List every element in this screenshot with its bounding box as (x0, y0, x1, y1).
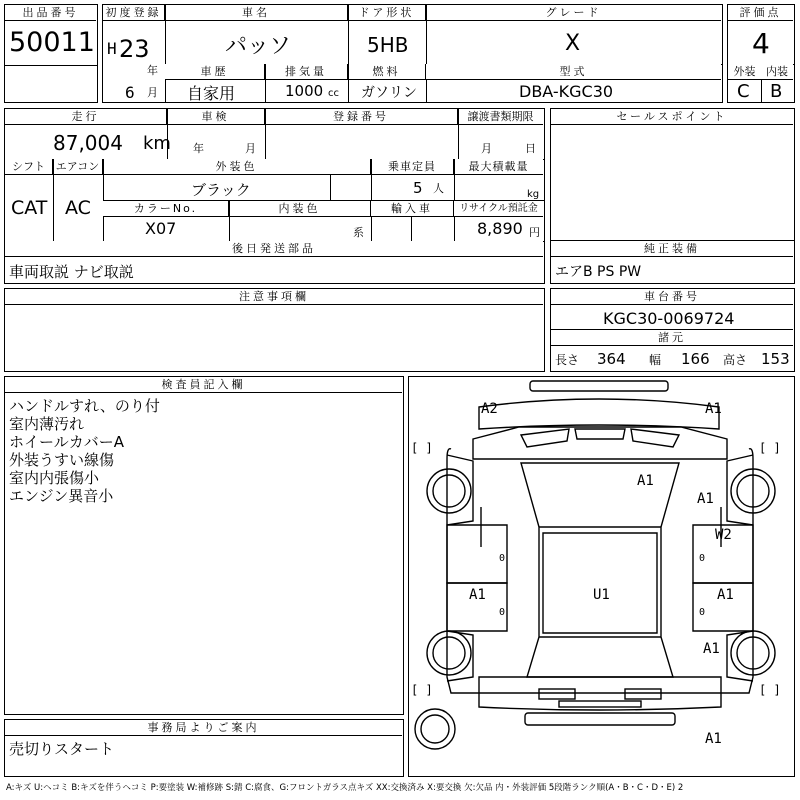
genuine-value: エアB PS PW (555, 264, 642, 280)
score-value: 4 (752, 27, 770, 60)
door-value: 5HB (367, 33, 409, 57)
bracket-left-rear: [ ] (411, 683, 433, 697)
import-label: 輸入車 (371, 201, 454, 217)
sales-point-box (550, 108, 795, 241)
score-label: 評価点 (728, 5, 793, 21)
month-unit: 月 (147, 86, 160, 99)
transfer-month-unit: 月 (481, 142, 494, 155)
year-value: 23 (119, 35, 150, 63)
ext-color-label: 外装色 (103, 159, 371, 175)
genuine-box (550, 240, 795, 284)
mark-zero-left-1: 0 (499, 553, 506, 564)
aircon-value: AC (65, 197, 91, 219)
inspector-label: 検査員記入欄 (5, 377, 402, 393)
mark-zero-left-2: 0 (499, 607, 506, 618)
inspector-note: 外装うすい線傷 (9, 451, 115, 469)
cc-unit: cc (328, 88, 339, 99)
dimensions-label: 諸元 (551, 329, 793, 346)
genuine-label: 純正装備 (551, 241, 793, 257)
inspector-note: エンジン異音小 (9, 487, 114, 505)
score-box (727, 4, 795, 103)
len-value: 364 (597, 350, 626, 368)
inspector-note: ハンドルすれ、のり付 (9, 397, 160, 415)
max-load-label: 最大積載量 (454, 159, 543, 175)
vehicle-detail-box (4, 108, 545, 284)
mark-zero-right-2: 0 (699, 607, 706, 618)
after-parts-value: 車両取説 ナビ取説 (9, 263, 134, 281)
inspector-note: ホイールカバーA (9, 433, 124, 451)
exterior-label: 外装 (728, 64, 761, 80)
mark-a1-right-door: A1 (717, 587, 734, 603)
shift-value: CAT (11, 197, 48, 219)
history-label: 車歴 (165, 64, 265, 80)
main-info-box (102, 4, 723, 103)
lot-number-value: 50011 (9, 27, 95, 58)
mileage-value: 87,004 (53, 131, 123, 155)
shift-label: シフト (5, 159, 53, 175)
office-box (4, 719, 404, 777)
recycle-value: 8,890 (477, 219, 523, 238)
kg-unit: kg (527, 189, 540, 200)
month-value: 6 (125, 83, 135, 102)
transfer-day-unit: 日 (525, 142, 538, 155)
model-code-label: 型式 (426, 64, 721, 80)
bracket-left-front: [ ] (411, 441, 433, 455)
transfer-label: 譲渡書類期限 (458, 109, 543, 125)
car-diagram-svg (409, 377, 793, 775)
reg-no-label: 登録番号 (265, 109, 458, 125)
inspector-box (4, 376, 404, 715)
interior-label: 内装 (761, 64, 793, 80)
ext-color-value: ブラック (191, 181, 251, 199)
model-code-value: DBA-KGC30 (519, 82, 614, 101)
sales-point-label: セールスポイント (551, 109, 793, 125)
displacement-value: 1000 (285, 82, 324, 100)
height-value: 153 (761, 350, 790, 368)
fuel-value: ガソリン (361, 85, 417, 101)
caution-label: 注意事項欄 (5, 289, 543, 305)
capacity-label: 乗車定員 (371, 159, 454, 175)
lot-number-box (4, 4, 98, 103)
mark-a1-right-rear: A1 (703, 641, 720, 657)
capacity-unit: 人 (433, 182, 446, 195)
car-name-value: パッソ (225, 34, 292, 59)
mark-a1-front-right: A1 (705, 401, 722, 417)
mileage-label: 走行 (5, 109, 167, 125)
mark-a1-hood: A1 (637, 473, 654, 489)
bracket-right-rear: [ ] (759, 683, 781, 697)
aircon-label: エアコン (53, 159, 103, 175)
mark-a1-rear: A1 (705, 731, 722, 747)
insp-month-unit: 月 (245, 142, 258, 155)
mark-a2-front-left: A2 (481, 401, 498, 417)
len-label: 長さ (555, 353, 580, 367)
grade-label: グレード (426, 5, 721, 21)
mark-a1-right-fender: A1 (697, 491, 714, 507)
legend-text: A:キズ U:ヘコミ B:キズを伴うヘコミ P:要塗装 W:補修跡 S:錆 C:腐食、G:フロントガラス点キズ XX:交換済み X:要交換 欠:欠品 内・外装評価 5段階ランク順(A・B・C・D・E) 2 (6, 783, 684, 793)
capacity-value: 5 (413, 179, 423, 197)
mark-u1: U1 (593, 587, 610, 603)
chassis-box (550, 288, 795, 372)
width-label: 幅 (649, 353, 662, 367)
exterior-value: C (737, 81, 750, 102)
grade-value: X (565, 31, 581, 56)
chassis-label: 車台番号 (551, 289, 793, 305)
history-value: 自家用 (187, 84, 236, 103)
displacement-label: 排気量 (265, 64, 348, 80)
chassis-value: KGC30-0069724 (603, 309, 735, 328)
caution-box (4, 288, 545, 372)
car-name-label: 車名 (165, 5, 348, 21)
first-reg-label: 初度登録 (103, 5, 165, 21)
km-unit: km (143, 133, 171, 154)
color-no-value: X07 (145, 219, 177, 238)
inspector-note: 室内薄汚れ (9, 415, 85, 433)
width-value: 166 (681, 350, 710, 368)
mark-a1-left-door: A1 (469, 587, 486, 603)
year-unit: 年 (147, 64, 160, 77)
office-label: 事務局よりご案内 (5, 720, 402, 736)
after-parts-label: 後日発送部品 (5, 241, 543, 257)
color-no-label: カラーNo. (103, 201, 229, 217)
int-color-label: 内装色 (229, 201, 371, 217)
inspection-label: 車検 (167, 109, 265, 125)
height-label: 高さ (723, 353, 748, 367)
lot-number-label: 出品番号 (5, 5, 96, 21)
inspector-note: 室内内張傷小 (9, 469, 100, 487)
mark-w2: W2 (715, 527, 732, 543)
inspector-notes (9, 397, 160, 505)
interior-value: B (770, 81, 783, 102)
recycle-label: リサイクル預託金 (454, 201, 543, 217)
insp-year-unit: 年 (193, 142, 206, 155)
era-value: H (107, 39, 117, 58)
damage-diagram (408, 376, 795, 777)
yen-unit: 円 (529, 226, 540, 239)
mark-zero-right-1: 0 (699, 553, 706, 564)
bracket-right-front: [ ] (759, 441, 781, 455)
int-color-unit: 系 (353, 226, 364, 239)
office-note: 売切りスタート (9, 740, 115, 758)
fuel-label: 燃料 (348, 64, 426, 80)
door-label: ドア形状 (348, 5, 426, 21)
